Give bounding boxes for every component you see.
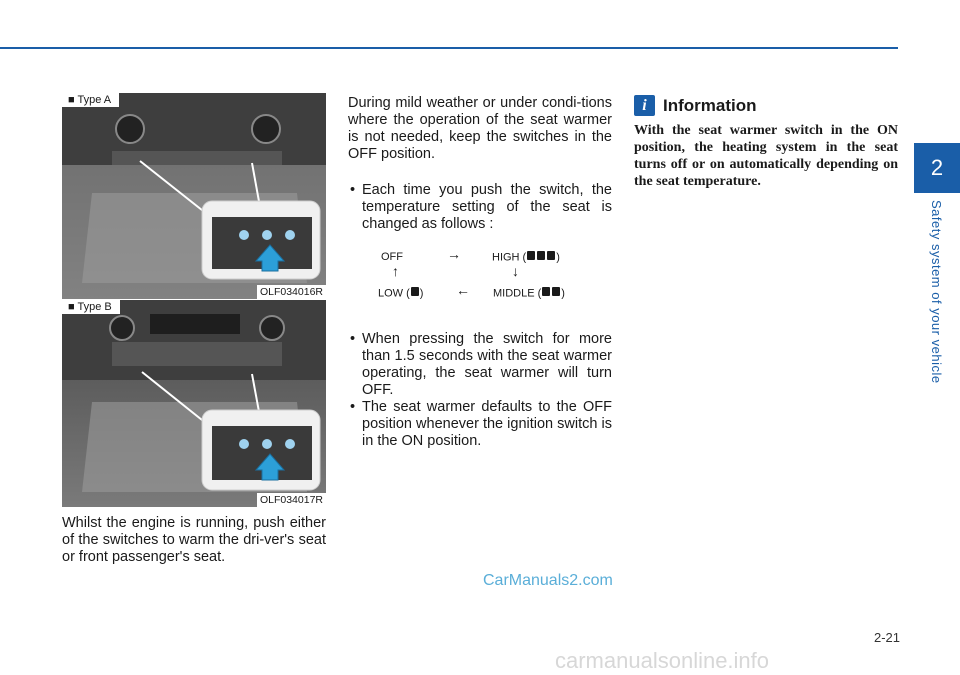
cycle-low-label	[378, 285, 423, 302]
cycle-off-label: OFF	[381, 251, 403, 263]
cycle-high-close: )	[556, 251, 560, 264]
console-illustration-b	[62, 300, 326, 507]
information-title: Information	[663, 95, 757, 115]
bullet-default-off: • The seat warmer defaults to the OFF position whenever the ignition switch is in the ON position.	[348, 399, 612, 450]
cycle-middle-close: )	[561, 287, 565, 300]
column-2	[348, 95, 612, 450]
cycle-high-text: HIGH (	[492, 251, 527, 264]
information-header	[634, 95, 757, 116]
chapter-title: Safety system of your vehicle	[929, 200, 944, 384]
information-text: With the seat warmer switch in the ON position, the heating system in the seat turns off or on automatically depending on the seat temperature.	[634, 123, 898, 189]
cycle-low-close: )	[419, 287, 424, 300]
footer-watermark: carmanualsonline.info	[555, 648, 770, 673]
bullet-switch-cycle: • Each time you push the switch, the temperature setting of the seat is changed as follows :	[348, 182, 612, 233]
figure-type-label: ■ Type A	[62, 93, 119, 107]
arrow-up-icon: ↑	[392, 263, 399, 279]
cycle-middle-text: MIDDLE (	[493, 287, 542, 300]
heat-level-2-icon	[541, 285, 561, 302]
figure-type-label: ■ Type B	[62, 300, 120, 314]
heat-level-3-icon	[526, 249, 556, 266]
cycle-low-text: LOW (	[378, 287, 410, 300]
info-icon: i	[634, 95, 655, 116]
mild-weather-paragraph: During mild weather or under condi-tions where the operation of the seat warmer is not needed, keep the switches in the OFF position.	[348, 95, 612, 162]
bullet-long-press: • When pressing the switch for more than 1.5 seconds with the seat warmer operating, the seat warmer will turn OFF.	[348, 331, 612, 399]
page-number: 2-21	[873, 630, 900, 645]
figure-type-a	[62, 93, 326, 299]
temperature-cycle-diagram	[348, 243, 612, 313]
arrow-right-icon: →	[447, 246, 461, 262]
cycle-middle-label	[493, 285, 565, 302]
cycle-high-label	[492, 249, 560, 266]
watermark-link[interactable]: CarManuals2.com	[483, 572, 613, 589]
header-rule	[0, 47, 898, 49]
figure-code: OLF034016R	[257, 285, 326, 299]
arrow-left-icon: ←	[456, 282, 470, 298]
figure-code: OLF034017R	[257, 493, 326, 507]
heat-level-1-icon	[410, 285, 420, 302]
figure-type-b	[62, 300, 326, 507]
chapter-tab[interactable]: 2	[914, 143, 960, 193]
arrow-down-icon: ↓	[512, 263, 519, 279]
engine-running-paragraph: Whilst the engine is running, push either of the switches to warm the dri-ver's seat or front passenger's seat.	[62, 515, 326, 565]
console-illustration-a	[62, 93, 326, 299]
